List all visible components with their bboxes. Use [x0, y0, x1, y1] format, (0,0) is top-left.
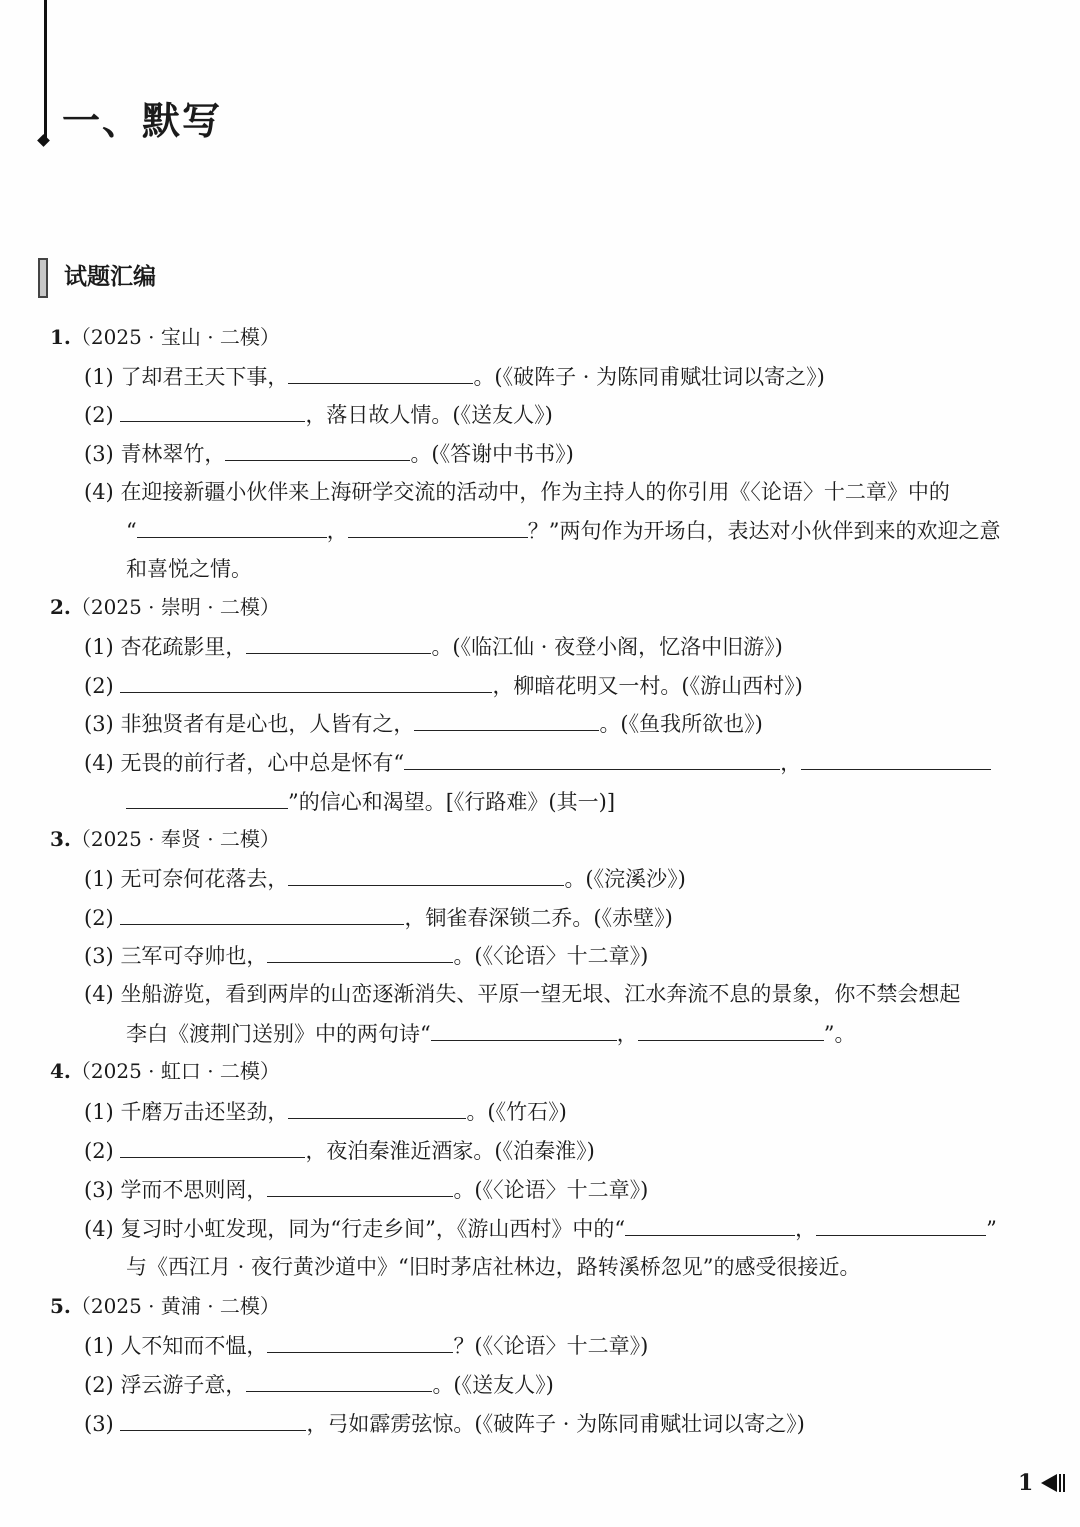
answer-blank[interactable]: [120, 1135, 305, 1158]
question-source: （2025 · 崇明 · 二模）: [70, 595, 280, 619]
question-header: [50, 824, 280, 854]
answer-blank[interactable]: [267, 1174, 453, 1197]
answer-blank[interactable]: [120, 399, 305, 422]
chapter-title: 一、默写: [62, 98, 223, 143]
answer-blank[interactable]: [801, 747, 991, 770]
question-item: (4) 复习时小虹发现，同为“行走乡间”，《游山西村》中的“ ， ”: [84, 1213, 997, 1244]
question-number: 1.: [50, 325, 71, 349]
question-number: 4.: [50, 1059, 71, 1083]
answer-blank[interactable]: [246, 1369, 432, 1392]
question-item: (2) ，夜泊秦淮近酒家。(《泊秦淮》): [84, 1135, 595, 1166]
question-header: [50, 1291, 280, 1321]
answer-blank[interactable]: [288, 863, 564, 886]
question-number: 2.: [50, 595, 71, 619]
question-item: (2) 浮云游子意， 。(《送友人》): [84, 1369, 554, 1400]
section-title: 试题汇编: [64, 264, 156, 290]
answer-blank[interactable]: [404, 747, 780, 770]
question-item-continuation: 与《西江月 · 夜行黄沙道中》“旧时茅店社林边，路转溪桥忽见”的感受很接近。: [126, 1255, 861, 1279]
answer-blank[interactable]: [225, 438, 410, 461]
question-item: (4) 坐船游览，看到两岸的山峦逐渐消失、平原一望无垠、江水奔流不息的景象，你不禁会想起: [84, 982, 961, 1006]
answer-blank[interactable]: [126, 786, 288, 809]
question-header: [50, 1056, 280, 1086]
answer-blank[interactable]: [348, 515, 528, 538]
question-source: （2025 · 宝山 · 二模）: [70, 325, 280, 349]
question-item: (3) 非独贤者有是心也，人皆有之， 。(《鱼我所欲也》): [84, 708, 763, 739]
question-source: （2025 · 虹口 · 二模）: [70, 1059, 280, 1083]
question-item-continuation: “ ， ？”两句作为开场白，表达对小伙伴到来的欢迎之意: [126, 515, 1000, 546]
question-item: (3) 学而不思则罔， 。(《〈论语〉十二章》): [84, 1174, 648, 1205]
question-item-continuation: 李白《渡荆门送别》中的两句诗“ ， ”。: [126, 1018, 856, 1049]
question-number: 3.: [50, 827, 71, 851]
answer-blank[interactable]: [414, 708, 599, 731]
question-item: (1) 千磨万击还坚劲， 。(《竹石》): [84, 1096, 567, 1127]
section-marker: [38, 258, 48, 298]
question-header: [50, 322, 280, 352]
triangle-marker-icon: [1041, 1474, 1057, 1492]
chapter-diamond-marker: [37, 134, 50, 147]
question-item: (2) ，柳暗花明又一村。(《游山西村》): [84, 670, 803, 701]
page-number: 1: [1018, 1470, 1034, 1496]
answer-blank[interactable]: [288, 1096, 466, 1119]
question-item: (1) 无可奈何花落去， 。(《浣溪沙》): [84, 863, 686, 894]
question-header: [50, 592, 280, 622]
question-item: (4) 在迎接新疆小伙伴来上海研学交流的活动中，作为主持人的你引用《〈论语〉十二章》中的: [84, 480, 950, 504]
answer-blank[interactable]: [120, 1408, 306, 1431]
answer-blank[interactable]: [288, 361, 473, 384]
answer-blank[interactable]: [431, 1018, 617, 1041]
answer-blank[interactable]: [246, 631, 431, 654]
question-source: （2025 · 黄浦 · 二模）: [70, 1294, 280, 1318]
answer-blank[interactable]: [638, 1018, 824, 1041]
double-bar-icon: [1059, 1474, 1065, 1492]
chapter-rule: [44, 0, 47, 140]
question-item: (4) 无畏的前行者，心中总是怀有“ ，: [84, 747, 991, 778]
answer-blank[interactable]: [137, 515, 327, 538]
question-item-continuation: 和喜悦之情。: [126, 557, 252, 581]
question-item-continuation: ”的信心和渴望。[《行路难》(其一)]: [126, 786, 615, 817]
page-footer: [1018, 1470, 1065, 1496]
question-item: (1) 了却君王天下事， 。(《破阵子 · 为陈同甫赋壮词以寄之》): [84, 361, 825, 392]
answer-blank[interactable]: [267, 1330, 453, 1353]
question-item: (3) ，弓如霹雳弦惊。(《破阵子 · 为陈同甫赋壮词以寄之》): [84, 1408, 805, 1439]
question-item: (1) 人不知而不愠， ？(《〈论语〉十二章》): [84, 1330, 648, 1361]
answer-blank[interactable]: [267, 940, 453, 963]
answer-blank[interactable]: [816, 1213, 986, 1236]
question-item: (1) 杏花疏影里， 。(《临江仙 · 夜登小阁，忆洛中旧游》): [84, 631, 783, 662]
answer-blank[interactable]: [120, 670, 492, 693]
question-number: 5.: [50, 1294, 71, 1318]
question-item: (3) 三军可夺帅也， 。(《〈论语〉十二章》): [84, 940, 648, 971]
question-source: （2025 · 奉贤 · 二模）: [70, 827, 280, 851]
answer-blank[interactable]: [625, 1213, 795, 1236]
question-item: (3) 青林翠竹， 。(《答谢中书书》): [84, 438, 574, 469]
answer-blank[interactable]: [120, 902, 404, 925]
question-item: (2) ，铜雀春深锁二乔。(《赤壁》): [84, 902, 673, 933]
question-item: (2) ，落日故人情。(《送友人》): [84, 399, 553, 430]
